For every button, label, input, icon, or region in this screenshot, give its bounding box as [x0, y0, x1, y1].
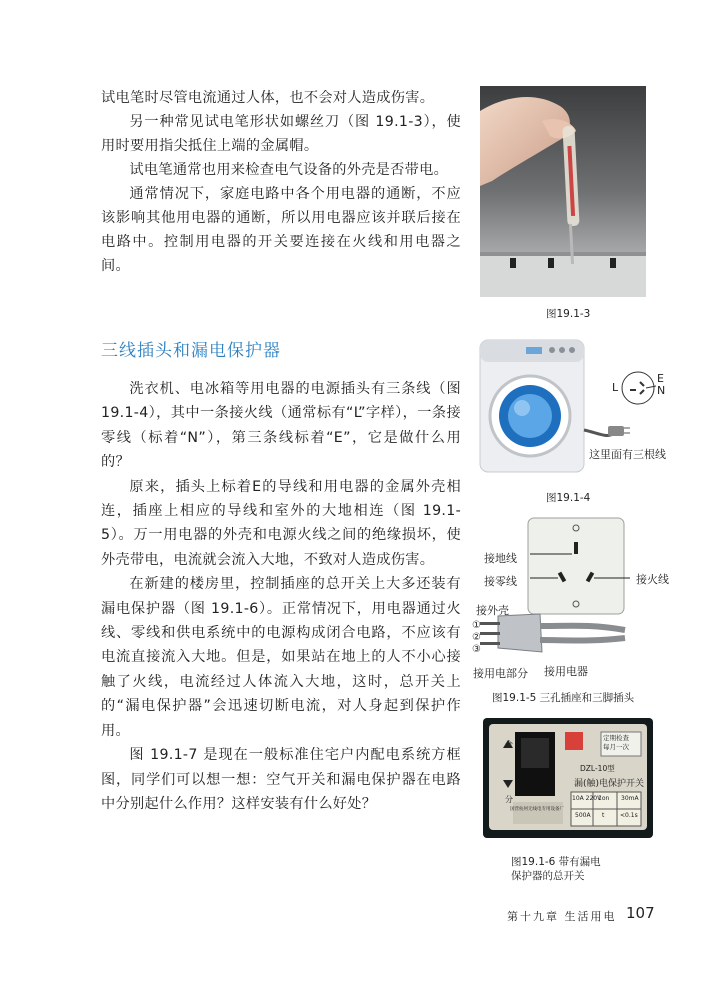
- figure-19-1-6-caption-line1: 图19.1-6 带有漏电: [511, 856, 601, 868]
- paragraph: 图 19.1-7 是现在一般标准住宅户内配电系统方框图，同学们可以想一想：空气开关和漏电保护器在电路中分别起什么作用？这样安装有什么好处？: [101, 747, 461, 812]
- figure-19-1-5-drawing: [480, 514, 680, 674]
- paragraph: 在新建的楼房里，控制插座的总开关上大多还装有漏电保护器（图 19.1-6）。正常情况下，用电器通过火线、零线和供电系统中的电源构成闭合电路，不应该有电流直接流入大地。但是，如果站在地上的人不小心接触了火线，电流经过人体流入大地，这时，总开关上的“漏电保护器”会迅速切断电流，对人身起到保护作用。: [101, 576, 461, 739]
- sticker-line-2: 每月一次: [603, 743, 629, 751]
- load-part-label: 接用电部分: [473, 667, 528, 680]
- manufacturer-label: 国营杭州无线电专用设备厂: [510, 807, 564, 812]
- neutral-wire-label: 接零线: [484, 575, 517, 588]
- paragraph: 通常情况下，家庭电路中各个用电器的通断，不应该影响其他用电器的通断，所以用电器应该并联后接在电路中。控制用电器的开关要连接在火线和用电器之间。: [101, 186, 461, 274]
- paragraph: 试电笔通常也用来检查电气设备的外壳是否带电。: [129, 162, 449, 178]
- plug-label-E: E: [657, 372, 664, 385]
- paragraph: 试电笔时尽管电流通过人体，也不会对人造成伤害。: [101, 90, 435, 106]
- spec-rated-current: 1on: [598, 795, 610, 802]
- chapter-footer: 第十九章 生活用电: [507, 910, 617, 923]
- paragraph: 洗衣机、电冰箱等用电器的电源插头有三条线（图 19.1-4），其中一条接火线（通常标有“L”字样），一条接零线（标着“N”），第三条线标着“E”，它是做什么用的？: [101, 381, 461, 471]
- spec-trip-current: 30mA: [621, 795, 639, 802]
- top-text-column: [101, 86, 461, 278]
- live-wire-label: 接火线: [636, 573, 669, 586]
- page-number: 107: [626, 904, 655, 922]
- spec-capacity: 500A: [575, 812, 591, 819]
- plug-label-L: L: [612, 381, 619, 394]
- switch-off-label: 分: [505, 795, 513, 804]
- spec-trip-time: <0.1s: [620, 812, 638, 819]
- main-text-column: [101, 377, 461, 816]
- section-title: 三线插头和漏电保护器: [101, 341, 281, 361]
- figure-19-1-6-caption-line2: 保护器的总开关: [511, 870, 585, 882]
- pin-number-3: ③: [472, 644, 481, 655]
- plug-label-N: N: [657, 384, 666, 397]
- device-title: 漏(触)电保护开关: [574, 779, 645, 789]
- model-number: DZL-10型: [580, 764, 615, 773]
- case-connection-label: 接外壳: [476, 604, 509, 617]
- three-wire-callout: 这里面有三根线: [589, 448, 666, 461]
- paragraph: 另一种常见试电笔形状如螺丝刀（图 19.1-3），使用时要用指尖抵住上端的金属帽。: [101, 114, 461, 154]
- load-device-label: 接用电器: [544, 665, 588, 678]
- spec-voltage: 10A 220V: [572, 795, 602, 802]
- figure-19-1-4-caption: 图19.1-4: [546, 492, 591, 504]
- switch-on-label: 合: [505, 740, 513, 749]
- sticker-line-1: 定期检查: [603, 734, 629, 742]
- figure-19-1-5-caption: 图19.1-5 三孔插座和三脚插头: [492, 692, 635, 704]
- figure-19-1-3-photo: [480, 86, 646, 297]
- figure-19-1-3-caption: 图19.1-3: [546, 308, 591, 320]
- spec-time-symbol: t: [602, 812, 605, 819]
- pin-number-2: ②: [472, 632, 481, 643]
- pin-number-1: ①: [472, 620, 481, 631]
- paragraph: 原来，插头上标着E的导线和用电器的金属外壳相连，插座上相应的导线和室外的大地相连（图 19.1-5）。万一用电器的外壳和电源火线之间的绝缘损坏，使外壳带电，电流就会流入大地，不致对人造成伤害。: [101, 478, 461, 568]
- ground-wire-label: 接地线: [484, 552, 517, 565]
